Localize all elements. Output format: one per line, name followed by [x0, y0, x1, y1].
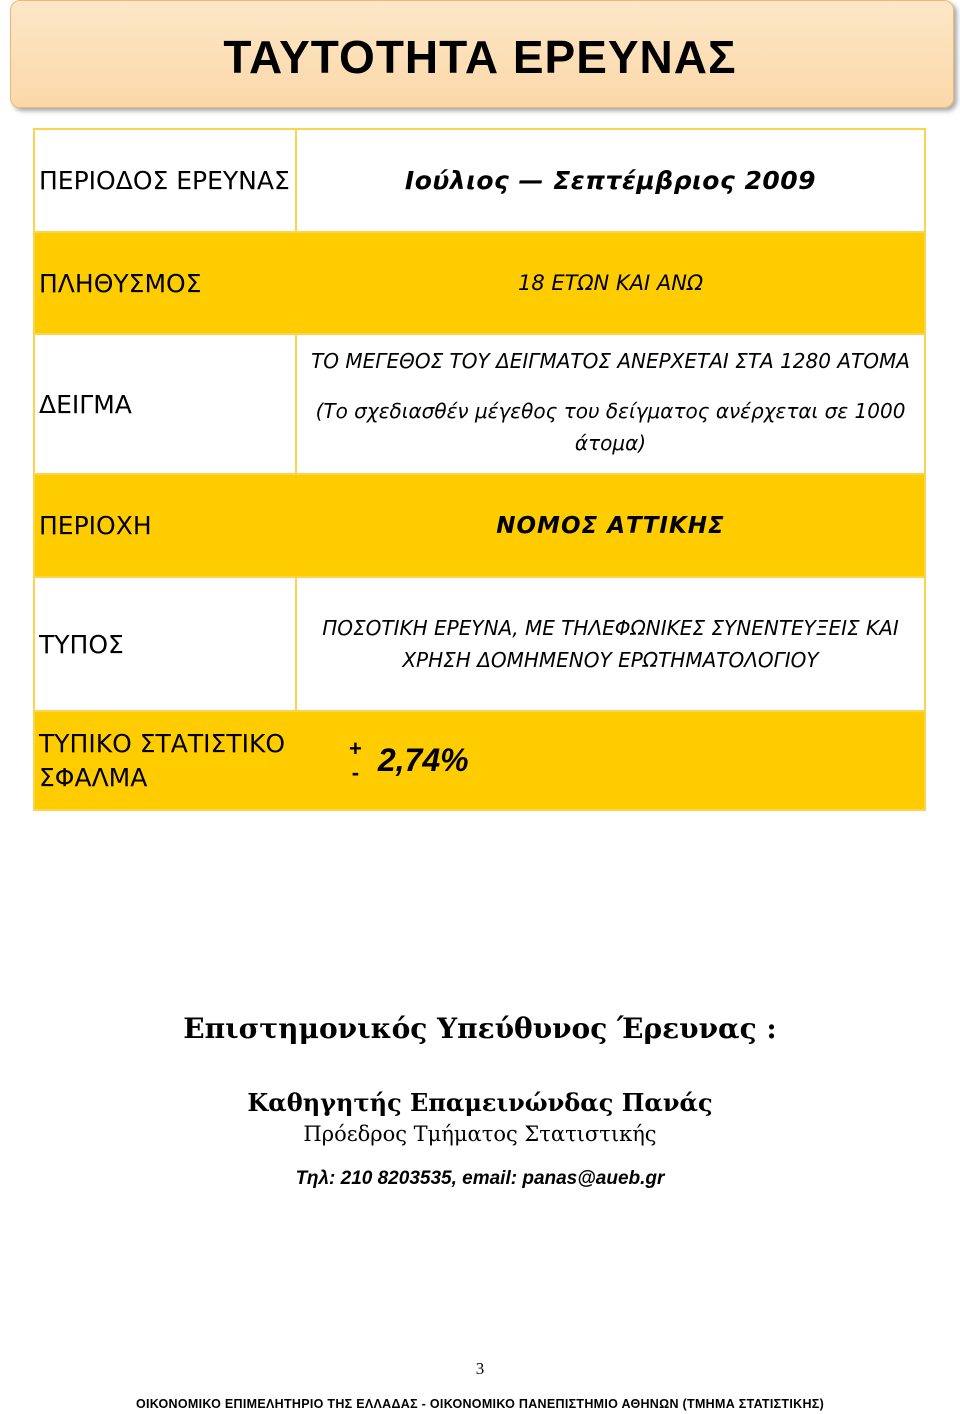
plus-minus-sign	[349, 737, 362, 785]
row-sample-planned: (Το σχεδιασθέν μέγεθος του δείγματος ανέρχεται σε 1000 άτομα)	[315, 399, 906, 455]
survey-info-table	[33, 128, 926, 811]
row-sample-size: ΤΟ ΜΕΓΕΘΟΣ ΤΟΥ ΔΕΙΓΜΑΤΟΣ ΑΝΕΡΧΕΤΑΙ ΣΤΑ 1280 ΑΤΟΜΑ	[311, 349, 910, 373]
row-region-value: ΝΟΜΟΣ ΑΤΤΙΚΗΣ	[496, 512, 725, 539]
row-type-label: ΤΥΠΟΣ	[35, 578, 297, 710]
row-population-label: ΠΛΗΘΥΣΜΟΣ	[39, 268, 202, 298]
row-period-value: Ιούλιος — Σεπτέμβριος 2009	[404, 166, 817, 195]
row-error-label-line1: ΤΥΠΙΚΟ ΣΤΑΤΙΣΤΙΚΟ	[39, 728, 286, 758]
row-type	[35, 578, 924, 712]
row-population-value-cell	[297, 233, 924, 333]
page-number: 3	[475, 1359, 485, 1378]
row-error-value: 2,74%	[377, 742, 469, 778]
minus-sign: -	[351, 759, 360, 785]
row-period-value-cell	[297, 130, 924, 231]
row-population	[35, 233, 924, 335]
row-sample-value-cell	[297, 335, 924, 473]
page-footer: ΟΙΚΟΝΟΜΙΚΟ ΕΠΙΜΕΛΗΤΗΡΙΟ ΤΗΣ ΕΛΛΑΔΑΣ - ΟΙΚΟΝΟΜΙΚΟ ΠΑΝΕΠΙΣΤΗΜΙΟ ΑΘΗΝΩΝ (ΤΜΗΜΑ ΣΤΑΤΙΣΤΙΚΗΣ)	[135, 1397, 825, 1411]
row-region-label: ΠΕΡΙΟΧΗ	[39, 511, 152, 540]
row-error-label	[35, 712, 297, 809]
responsible-name: Καθηγητής Επαμεινώνδας Πανάς	[247, 1088, 713, 1117]
row-type-value: ΠΟΣΟΤΙΚΗ ΕΡΕΥΝΑ, ΜΕ ΤΗΛΕΦΩΝΙΚΕΣ ΣΥΝΕΝΤΕΥΞΕΙΣ ΚΑΙ ΧΡΗΣΗ ΔΟΜΗΜΕΝΟΥ ΕΡΩΤΗΜΑΤΟΛΟΓΙΟΥ	[322, 616, 899, 672]
row-error-value-cell	[297, 712, 924, 809]
row-error-label-line2: ΣΦΑΛΜΑ	[39, 762, 148, 792]
responsible-contact: Τηλ: 210 8203535, email: panas@aueb.gr	[295, 1168, 665, 1189]
row-region-value-cell	[297, 475, 924, 576]
row-region	[35, 475, 924, 578]
row-type-value-cell	[297, 578, 924, 710]
responsible-role: Πρόεδρος Τμήματος Στατιστικής	[303, 1122, 657, 1146]
plus-sign: +	[349, 735, 362, 761]
row-sample-label: ΔΕΙΓΜΑ	[35, 335, 297, 473]
row-population-value: 18 ΕΤΩΝ ΚΑΙ ΑΝΩ	[517, 271, 704, 295]
row-period	[35, 130, 924, 233]
row-error	[35, 712, 924, 809]
row-period-label: ΠΕΡΙΟΔΟΣ ΕΡΕΥΝΑΣ	[35, 130, 297, 231]
row-sample	[35, 335, 924, 475]
responsible-heading: Επιστημονικός Υπεύθυνος Έρευνας :	[183, 1012, 777, 1045]
page-title: ΤΑΥΤΟΤΗΤΑ ΕΡΕΥΝΑΣ	[223, 31, 737, 83]
